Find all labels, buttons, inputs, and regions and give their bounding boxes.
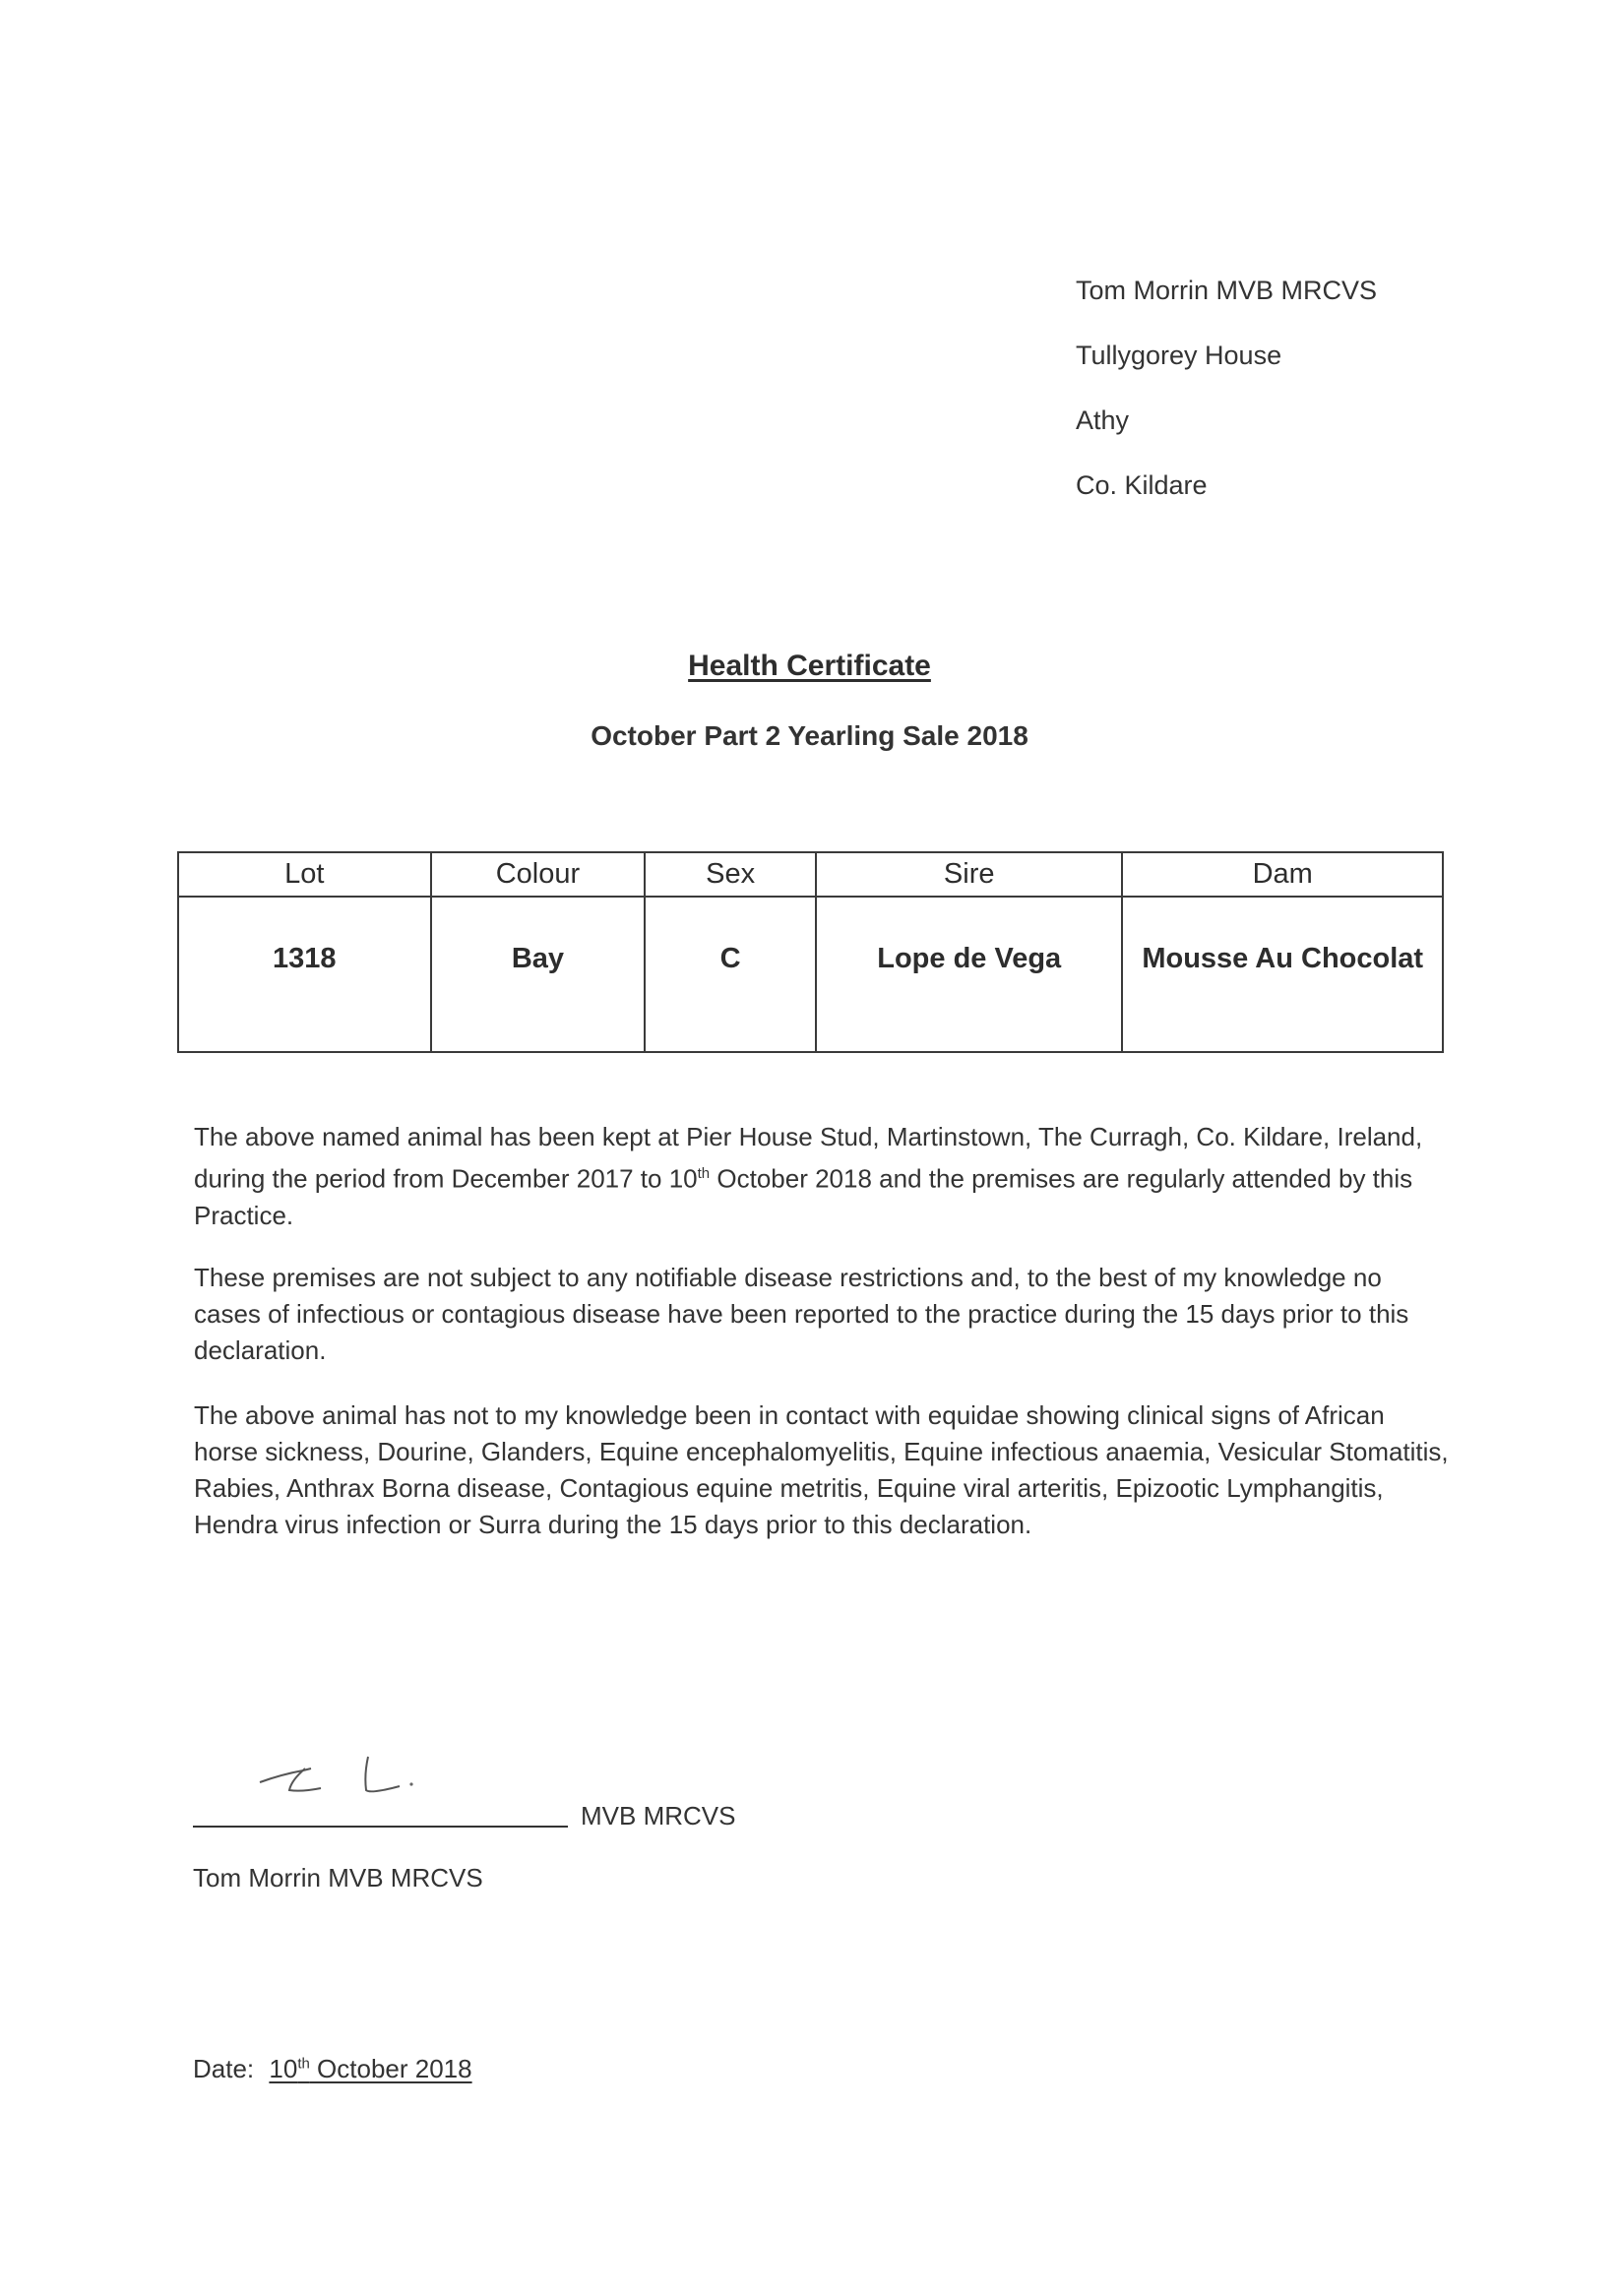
paragraph-contact-text: The above animal has not to my knowledge been in contact with equidae showing clinical signs of African horse sickness, Dourine, Glanders, Equine encephalomyelitis, Equine infectious anaemia, Vesicular Stomatitis, Rabies, Anthrax Borna disease, Contagious equine metritis, Equine viral arteritis, Epizootic Lymphangitis, Hendra virus infection or Surra during the 15 days prior to this declaration.: [194, 1400, 1449, 1539]
cell-lot: 1318: [178, 897, 431, 1052]
sender-address: [1076, 258, 1377, 518]
address-line-3: Co. Kildare: [1076, 470, 1208, 500]
signature-qualifications: MVB MRCVS: [581, 1801, 736, 1831]
date-value: [269, 2054, 471, 2083]
certificate-title-wrap: [0, 650, 1619, 683]
header-sex: Sex: [645, 852, 816, 897]
header-lot: Lot: [178, 852, 431, 897]
address-line-1: Tullygorey House: [1076, 341, 1282, 370]
premises-text-superscript: th: [697, 1165, 711, 1182]
header-sire: Sire: [816, 852, 1122, 897]
header-dam: Dam: [1122, 852, 1443, 897]
paragraph-contact: [194, 1397, 1454, 1543]
certificate-title: Health Certificate: [688, 650, 931, 682]
paragraph-restrictions-text: These premises are not subject to any notifiable disease restrictions and, to the best of my knowledge no cases of infectious or contagious disease have been reported to the practice during the 15 days prior to this declaration.: [194, 1263, 1409, 1365]
table-row: [178, 897, 1443, 1052]
address-name: Tom Morrin MVB MRCVS: [1076, 276, 1378, 305]
premises-text-end: October 2018 and the premises are regularly attended by this Practice.: [194, 1163, 1413, 1230]
date-day: 10: [269, 2054, 298, 2083]
paragraph-restrictions: [194, 1260, 1454, 1369]
certificate-subtitle: October Part 2 Yearling Sale 2018: [591, 720, 1028, 751]
header-colour: Colour: [431, 852, 646, 897]
premises-text-start: The above named animal has been kept at Pier House Stud, Martinstown, The Curragh, Co. Kildare, Ireland, during the period from December 2017 to 10: [194, 1122, 1423, 1194]
address-line-2: Athy: [1076, 405, 1130, 435]
paragraph-premises: [194, 1119, 1454, 1234]
date-line: [193, 2054, 472, 2084]
cell-colour: Bay: [431, 897, 646, 1052]
table-header-row: [178, 852, 1443, 897]
date-label: Date:: [193, 2054, 255, 2083]
cell-sire: Lope de Vega: [816, 897, 1122, 1052]
lot-table: [177, 851, 1444, 1053]
cell-dam: Mousse Au Chocolat: [1122, 897, 1443, 1052]
signature-line: [193, 1826, 568, 1828]
paragraph-premises-text: [194, 1119, 1454, 1234]
date-rest: October 2018: [309, 2054, 472, 2083]
cell-sex: C: [645, 897, 816, 1052]
date-day-superscript: th: [297, 2055, 310, 2073]
signer-name: Tom Morrin MVB MRCVS: [193, 1863, 483, 1893]
handwritten-signature: [252, 1747, 488, 1806]
